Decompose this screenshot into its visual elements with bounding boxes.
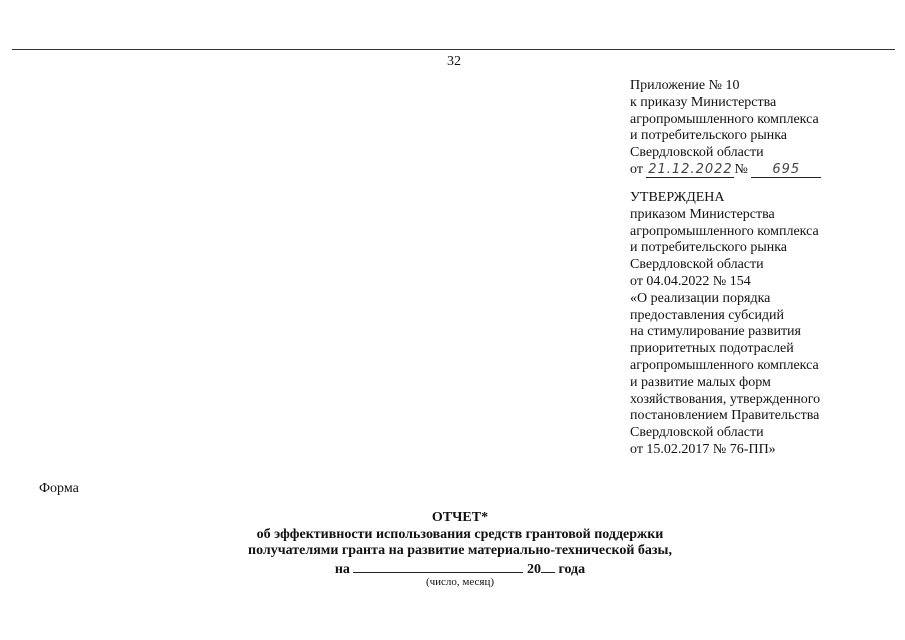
- approved-line: «О реализации порядка: [630, 290, 771, 306]
- handwritten-number: 695: [751, 163, 821, 178]
- approved-line: постановлением Правительства: [630, 408, 820, 424]
- page-number: 32: [447, 54, 461, 69]
- approved-line: и развитие малых форм: [630, 374, 771, 390]
- approved-line: предоставления субсидий: [630, 307, 785, 323]
- date-hint: (число, месяц): [425, 576, 495, 588]
- approved-line: Свердловской области: [630, 425, 764, 441]
- approved-block: [630, 190, 820, 459]
- approved-title: УТВЕРЖДЕНА: [630, 190, 725, 205]
- appendix-block: [630, 78, 821, 179]
- appendix-line: Свердловской области: [630, 145, 764, 161]
- appendix-date-prefix: от: [630, 161, 643, 177]
- report-date-prefix: на: [334, 561, 350, 577]
- appendix-line: и потребительского рынка: [630, 128, 788, 144]
- approved-line: агропромышленного комплекса: [630, 223, 819, 239]
- report-date-row: [200, 560, 720, 577]
- report-year-suffix: года: [558, 561, 586, 577]
- appendix-line: к приказу Министерства: [630, 94, 777, 110]
- approved-line: приоритетных подотраслей: [630, 341, 794, 357]
- report-year-prefix: 20: [526, 561, 541, 577]
- appendix-date-row: [630, 162, 821, 179]
- approved-line: от 15.02.2017 № 76-ПП»: [630, 441, 776, 457]
- date-blank-field: [353, 560, 523, 573]
- approved-line: хозяйствования, утвержденного: [630, 391, 821, 407]
- form-label: Форма: [39, 481, 79, 496]
- approved-line: Свердловской области: [630, 257, 764, 273]
- approved-line: приказом Министерства: [630, 206, 775, 222]
- approved-line: и потребительского рынка: [630, 240, 788, 256]
- year-blank-field: [541, 560, 555, 573]
- approved-line: агропромышленного комплекса: [630, 357, 819, 373]
- approved-line: от 04.04.2022 № 154: [630, 273, 751, 289]
- report-subtitle-1: об эффективности использования средств грантовой поддержки: [256, 526, 664, 542]
- handwritten-date: 21.12.2022: [648, 161, 733, 177]
- report-heading: [200, 510, 720, 576]
- report-subtitle-2: получателями гранта на развитие материально-технической базы,: [248, 543, 672, 558]
- appendix-line: Приложение № 10: [630, 78, 740, 93]
- approved-line: на стимулирование развития: [630, 324, 801, 340]
- appendix-number-label: №: [734, 161, 748, 177]
- header-rule: [12, 49, 895, 50]
- report-title: ОТЧЕТ*: [431, 510, 489, 525]
- appendix-line: агропромышленного комплекса: [630, 111, 819, 127]
